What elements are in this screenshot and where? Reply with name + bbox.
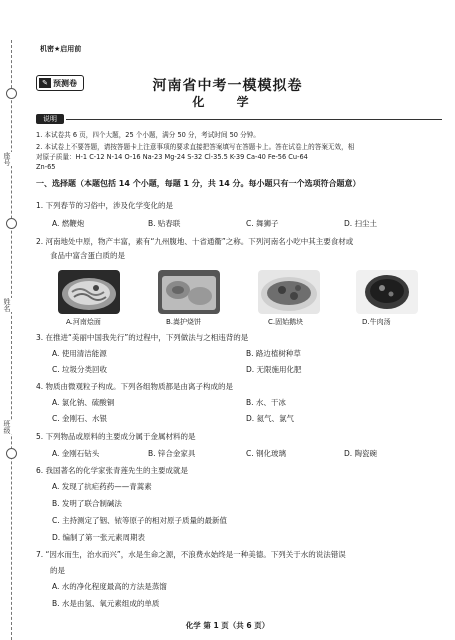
binding-margin	[0, 40, 22, 640]
q3-option-c: C. 垃圾分类回收	[52, 365, 108, 374]
cut-line	[11, 40, 12, 640]
q6-option-c: C. 主持测定了铟、铱等原子的相对原子质量的最新值	[52, 516, 228, 525]
note-line: 对原子质量：H-1 C-12 N-14 O-16 Na-23 Mg-24 S-32 Cl-35.5 K-39 Ca-40 Fe-56 Cu-64	[36, 153, 308, 161]
margin-label-seat: 座号	[3, 152, 11, 166]
notes-header	[36, 114, 442, 125]
question-3-stem: 3. 在推进“美丽中国我先行”的过程中，下列做法与之相违背的是	[36, 333, 249, 342]
question-6-stem: 6. 我国著名的化学家张青莲先生的主要成就是	[36, 466, 189, 475]
q6-option-d: D. 编制了第一张元素周期表	[52, 533, 146, 542]
q7-option-b: B. 水是由氢、氧元素组成的单质	[52, 599, 160, 608]
note-line: 2. 本试卷上不要答题，请按答题卡上注意事项的要求直接把答案填写在答题卡上。答在试卷上的答案无效，相	[36, 143, 355, 151]
badge-label: 预测卷	[53, 78, 77, 88]
q5-option-c: C. 钢化玻璃	[246, 449, 287, 458]
question-2-stem: 2. 河南地处中原，物产丰富，素有“九州腹地、十省通衢”之称。下列河南名小吃中其主要食材或	[36, 237, 354, 246]
notes-rule	[66, 119, 442, 120]
food-photo-noodles	[58, 270, 120, 314]
q5-option-d: D. 陶瓷碗	[344, 449, 378, 458]
question-1-stem: 1. 下列春节的习俗中，涉及化学变化的是	[36, 201, 174, 210]
q1-option-c: C. 舞狮子	[246, 219, 279, 228]
exam-subject: 化 学	[192, 95, 263, 109]
q7-option-a: A. 水的净化程度最高的方法是蒸馏	[52, 582, 167, 591]
q3-option-d: D. 无限施用化肥	[246, 365, 302, 374]
food-photo-goose-pieces	[258, 270, 320, 314]
q2-caption-b: B.嵩护烧饼	[166, 318, 202, 326]
q4-option-c: C. 金刚石、水银	[52, 414, 108, 423]
note-line: 1. 本试卷共 6 页，四个大题，25 个小题，满分 50 分，考试时间 50 分钟。	[36, 131, 260, 139]
page-footer: 化学 第 1 页（共 6 页）	[185, 621, 270, 630]
q1-option-a: A. 燃鞭炮	[52, 219, 85, 228]
section-heading: 一、选择题（本题包括 14 个小题，每题 1 分，共 14 分。每小题只有一个选项符合题意）	[36, 179, 361, 188]
q5-option-b: B. 锌合金家具	[148, 449, 196, 458]
q4-option-d: D. 氦气、氯气	[246, 414, 295, 423]
q6-option-a: A. 发现了抗疟药药——青蒿素	[52, 482, 152, 491]
q4-option-a: A. 氯化钠、硫酸铜	[52, 398, 115, 407]
binding-hole-marker	[6, 448, 17, 459]
binding-hole-marker	[6, 218, 17, 229]
question-5-stem: 5. 下列物品或原料的主要成分属于金属材料的是	[36, 432, 196, 441]
food-photo-flatbread	[158, 270, 220, 314]
note-line: Zn-65	[36, 163, 56, 171]
q6-option-b: B. 发明了联合制碱法	[52, 499, 122, 508]
margin-label-class: 班级	[3, 420, 11, 434]
q2-caption-a: A.河南烩面	[66, 318, 101, 326]
food-photo-beef-soup	[356, 270, 418, 314]
confidential-mark: 机密★启用前	[40, 45, 82, 53]
margin-label-name: 姓名	[3, 298, 11, 312]
q1-option-b: B. 贴春联	[148, 219, 181, 228]
q1-option-d: D. 扫尘土	[344, 219, 378, 228]
pen-icon: ✎	[39, 78, 51, 88]
question-7-stem-cont: 的是	[50, 566, 65, 575]
q2-caption-c: C.固始鹅块	[268, 318, 304, 326]
q3-option-b: B. 路边植树种草	[246, 349, 301, 358]
question-2-stem-cont: 食品中富含蛋白质的是	[50, 251, 125, 260]
q2-caption-d: D.牛肉汤	[362, 318, 391, 326]
q3-option-a: A. 使用清洁能源	[52, 349, 107, 358]
q4-option-b: B. 水、干冰	[246, 398, 286, 407]
q5-option-a: A. 金刚石钻头	[52, 449, 100, 458]
exam-title: 河南省中考一模模拟卷	[152, 78, 303, 94]
question-4-stem: 4. 物质由微观粒子构成。下列各组物质都是由离子构成的是	[36, 382, 234, 391]
question-7-stem: 7. “因水而生，治水而兴”，水是生命之源，不浪费水始终是一种美德。下列关于水的说法错误	[36, 550, 346, 559]
notes-tag: 说明	[36, 114, 64, 124]
